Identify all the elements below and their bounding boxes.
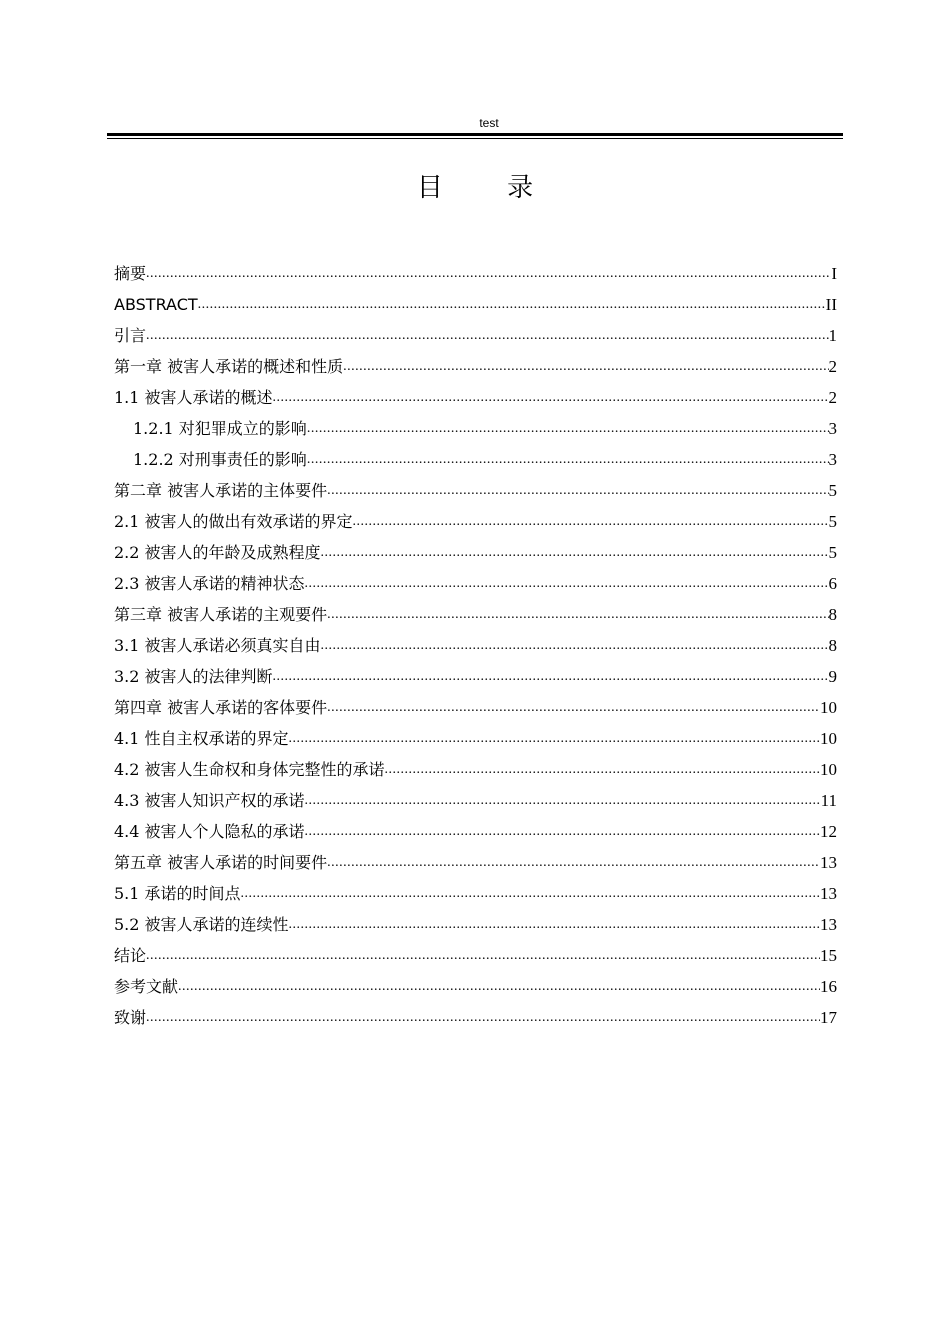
toc-entry-page-number: 13 — [820, 884, 837, 903]
toc-entry-page-number: 2 — [828, 357, 837, 376]
toc-entry-label: 5.1 承诺的时间点 — [114, 884, 241, 903]
toc-entry[interactable] — [114, 318, 837, 349]
toc-entry-page-number: 10 — [820, 698, 837, 717]
toc-dot-leader — [353, 512, 829, 532]
toc-entry[interactable] — [114, 659, 837, 690]
toc-entry-page-number: 3 — [828, 419, 837, 438]
toc-entry[interactable] — [114, 783, 837, 814]
toc-entry-label: 摘要 — [114, 264, 147, 283]
toc-entry-label: 第五章 被害人承诺的时间要件 — [114, 853, 328, 872]
toc-entry[interactable] — [114, 814, 837, 845]
toc-entry[interactable] — [114, 721, 837, 752]
toc-dot-leader — [321, 543, 829, 563]
toc-entry-label: 4.3 被害人知识产权的承诺 — [114, 791, 305, 810]
toc-entry-page-number: 1 — [828, 326, 837, 345]
header-rule-thick — [107, 133, 843, 136]
toc-entry-label: 致谢 — [114, 1008, 147, 1027]
toc-entry[interactable] — [114, 442, 837, 473]
toc-dot-leader — [327, 481, 828, 501]
toc-dot-leader — [146, 1008, 820, 1028]
toc-dot-leader — [273, 388, 829, 408]
toc-entry-label: 4.2 被害人生命权和身体完整性的承诺 — [114, 760, 385, 779]
toc-entry-label: 第二章 被害人承诺的主体要件 — [114, 481, 328, 500]
toc-dot-leader — [146, 264, 831, 284]
toc-entry-page-number: 10 — [820, 729, 837, 748]
toc-entry-label: 5.2 被害人承诺的连续性 — [114, 915, 289, 934]
toc-entry[interactable] — [114, 907, 837, 938]
toc-entry[interactable] — [114, 411, 837, 442]
toc-entry-page-number: 2 — [828, 388, 837, 407]
toc-entry[interactable] — [114, 349, 837, 380]
toc-entry[interactable] — [114, 473, 837, 504]
toc-entry[interactable] — [114, 504, 837, 535]
toc-dot-leader — [289, 729, 820, 749]
toc-dot-leader — [385, 760, 820, 780]
toc-entry-label: 结论 — [114, 946, 147, 965]
toc-entry-page-number: II — [825, 295, 837, 314]
toc-entry-label: 4.4 被害人个人隐私的承诺 — [114, 822, 305, 841]
toc-dot-leader — [327, 698, 820, 718]
toc-dot-leader — [321, 636, 829, 656]
toc-entry-page-number: 8 — [828, 636, 837, 655]
toc-entry[interactable] — [114, 690, 837, 721]
toc-dot-leader — [241, 884, 820, 904]
toc-entry-label: 第三章 被害人承诺的主观要件 — [114, 605, 328, 624]
toc-entry[interactable] — [114, 752, 837, 783]
toc-entry-label: 2.3 被害人承诺的精神状态 — [114, 574, 305, 593]
toc-dot-leader — [327, 605, 828, 625]
toc-entry-label: 2.2 被害人的年龄及成熟程度 — [114, 543, 321, 562]
toc-entry-page-number: I — [831, 264, 837, 283]
toc-entry[interactable] — [114, 535, 837, 566]
header-rule-thin — [107, 138, 843, 139]
toc-entry-page-number: 16 — [820, 977, 837, 996]
toc-dot-leader — [327, 853, 820, 873]
toc-entry-page-number: 8 — [828, 605, 837, 624]
toc-entry-label: 1.1 被害人承诺的概述 — [114, 388, 273, 407]
toc-entry-label: 4.1 性自主权承诺的界定 — [114, 729, 289, 748]
toc-entry[interactable] — [114, 1000, 837, 1031]
toc-dot-leader — [305, 791, 821, 811]
toc-entry-label: 参考文献 — [114, 977, 179, 996]
table-of-contents — [114, 256, 837, 1031]
toc-entry[interactable] — [114, 969, 837, 1000]
toc-entry-page-number: 5 — [828, 543, 837, 562]
toc-entry-page-number: 13 — [820, 915, 837, 934]
toc-dot-leader — [273, 667, 829, 687]
toc-entry-label: 3.2 被害人的法律判断 — [114, 667, 273, 686]
toc-dot-leader — [146, 946, 820, 966]
toc-entry[interactable] — [114, 566, 837, 597]
toc-dot-leader — [146, 326, 828, 346]
toc-entry-page-number: 12 — [820, 822, 837, 841]
toc-entry[interactable] — [114, 287, 837, 318]
toc-entry-label: 引言 — [114, 326, 147, 345]
toc-entry[interactable] — [114, 876, 837, 907]
toc-entry-page-number: 17 — [820, 1008, 837, 1027]
toc-entry[interactable] — [114, 628, 837, 659]
toc-entry-label: 3.1 被害人承诺必须真实自由 — [114, 636, 321, 655]
toc-entry-label: 第一章 被害人承诺的概述和性质 — [114, 357, 344, 376]
page-header: test — [479, 116, 499, 130]
toc-entry-page-number: 15 — [820, 946, 837, 965]
toc-entry-label: 1.2.1 对犯罪成立的影响 — [133, 419, 307, 438]
toc-entry-label: 2.1 被害人的做出有效承诺的界定 — [114, 512, 353, 531]
toc-entry-label: 第四章 被害人承诺的客体要件 — [114, 698, 328, 717]
toc-entry-page-number: 6 — [828, 574, 837, 593]
toc-dot-leader — [178, 977, 820, 997]
toc-entry-page-number: 9 — [828, 667, 837, 686]
toc-entry-page-number: 5 — [828, 481, 837, 500]
toc-dot-leader — [198, 295, 826, 315]
toc-entry-page-number: 13 — [820, 853, 837, 872]
toc-dot-leader — [305, 574, 829, 594]
toc-entry-page-number: 3 — [828, 450, 837, 469]
toc-entry-label: 1.2.2 对刑事责任的影响 — [133, 450, 307, 469]
toc-dot-leader — [307, 419, 829, 439]
toc-entry[interactable] — [114, 845, 837, 876]
toc-dot-leader — [343, 357, 828, 377]
toc-dot-leader — [289, 915, 820, 935]
toc-dot-leader — [307, 450, 829, 470]
toc-entry[interactable] — [114, 597, 837, 628]
toc-title: 目 录 — [416, 173, 562, 203]
toc-entry[interactable] — [114, 380, 837, 411]
toc-entry-page-number: 11 — [820, 791, 837, 810]
toc-entry-page-number: 5 — [828, 512, 837, 531]
toc-entry-page-number: 10 — [820, 760, 837, 779]
toc-dot-leader — [305, 822, 820, 842]
toc-entry[interactable] — [114, 256, 837, 287]
toc-entry-label: ABSTRACT — [114, 295, 198, 314]
toc-entry[interactable] — [114, 938, 837, 969]
